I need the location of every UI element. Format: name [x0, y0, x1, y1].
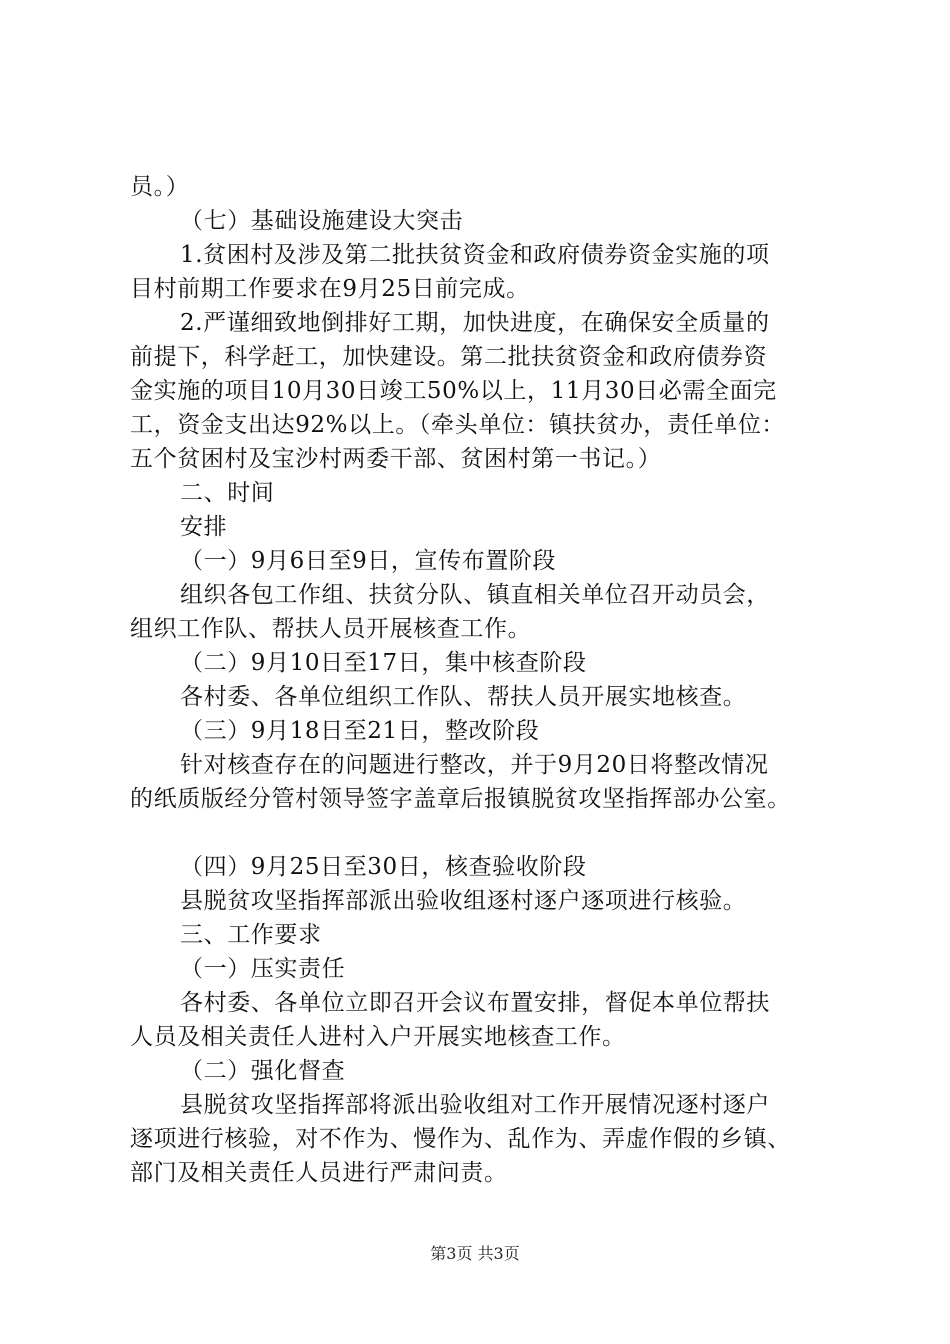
text-line: 组织各包工作组、扶贫分队、镇直相关单位召开动员会， [180, 582, 770, 608]
text-line: 人员及相关责任人进村入户开展实地核查工作。 [130, 1024, 626, 1050]
text-line: 员。） [130, 174, 190, 200]
text-line: （二）9月10日至17日，集中核查阶段 [180, 650, 587, 676]
text-line: 工，资金支出达92%以上。（牵头单位：镇扶贫办，责任单位： [130, 412, 786, 438]
text-line: 的纸质版经分管村领导签字盖章后报镇脱贫攻坚指挥部办公室。 [130, 786, 791, 812]
document-body [130, 170, 830, 1190]
text-line: 组织工作队、帮扶人员开展核查工作。 [130, 616, 532, 642]
text-line: 各村委、各单位立即召开会议布置安排，督促本单位帮扶 [180, 990, 770, 1016]
page-footer: 第3页 共3页 [430, 1244, 520, 1263]
text-line: 2.严谨细致地倒排好工期，加快进度，在确保安全质量的 [180, 310, 770, 336]
text-line: （二）强化督查 [180, 1058, 346, 1084]
text-line: 金实施的项目10月30日竣工50%以上，11月30日必需全面完 [130, 378, 777, 404]
text-line: （一）9月6日至9日，宣传布置阶段 [180, 548, 557, 574]
text-line: （四）9月25日至30日，核查验收阶段 [180, 854, 587, 880]
text-line: 安排 [180, 514, 228, 540]
text-line: 二、时间 [180, 480, 275, 506]
text-line: 1.贫困村及涉及第二批扶贫资金和政府债券资金实施的项 [180, 242, 770, 268]
text-line: （一）压实责任 [180, 956, 346, 982]
text-line: （三）9月18日至21日，整改阶段 [180, 718, 540, 744]
text-line: 逐项进行核验，对不作为、慢作为、乱作为、弄虚作假的乡镇、 [130, 1126, 791, 1152]
text-line: 县脱贫攻坚指挥部将派出验收组对工作开展情况逐村逐户 [180, 1092, 770, 1118]
text-line: 针对核查存在的问题进行整改，并于9月20日将整改情况 [180, 752, 769, 778]
text-line: 三、工作要求 [180, 922, 322, 948]
text-line: 前提下，科学赶工，加快建设。第二批扶贫资金和政府债券资 [130, 344, 768, 370]
text-line: 五个贫困村及宝沙村两委干部、贫困村第一书记。） [130, 446, 662, 472]
blank-line [130, 816, 830, 850]
text-line: 县脱贫攻坚指挥部派出验收组逐村逐户逐项进行核验。 [180, 888, 747, 914]
text-line: 各村委、各单位组织工作队、帮扶人员开展实地核查。 [180, 684, 747, 710]
text-line: （七）基础设施建设大突击 [180, 208, 464, 234]
text-line: 部门及相关责任人员进行严肃问责。 [130, 1160, 508, 1186]
text-line: 目村前期工作要求在9月25日前完成。 [130, 276, 530, 302]
